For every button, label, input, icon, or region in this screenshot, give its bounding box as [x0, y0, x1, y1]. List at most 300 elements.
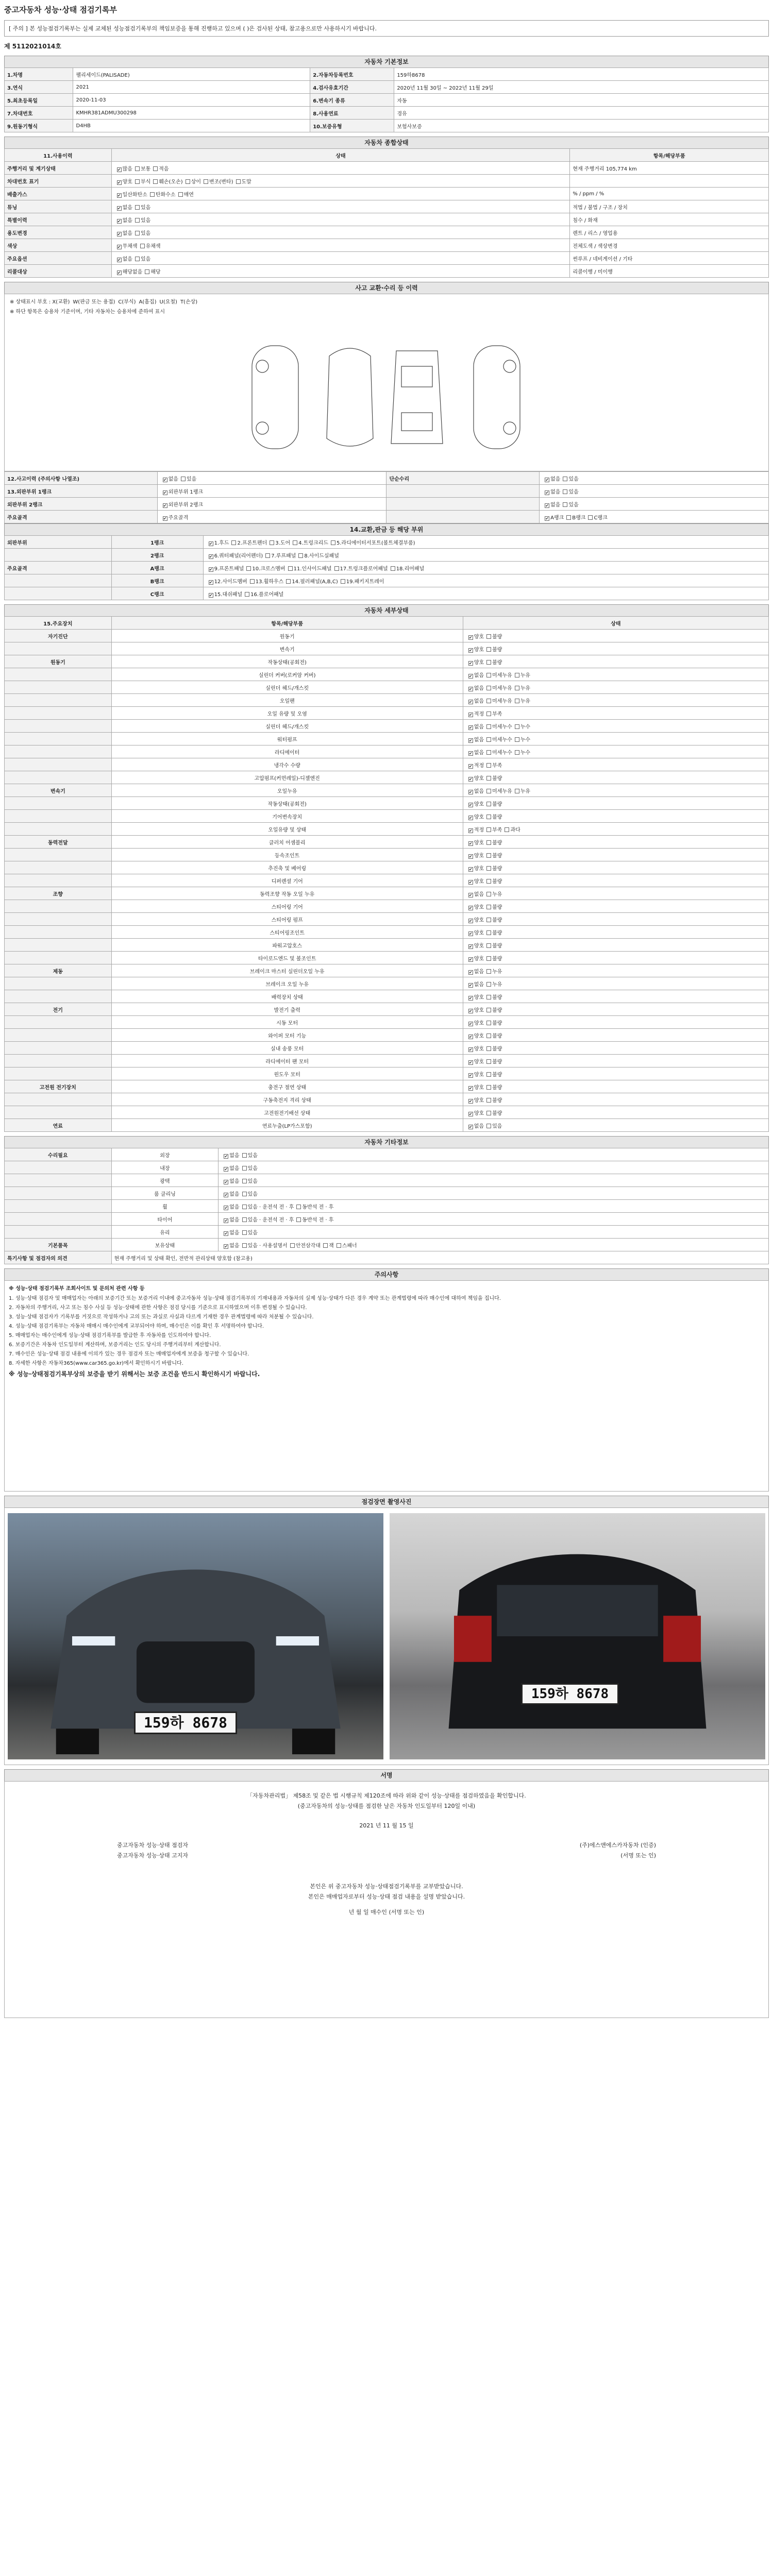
- accident-row: [5, 485, 769, 498]
- car-outline-diagram: [242, 335, 541, 459]
- etc-row: [5, 1239, 769, 1251]
- device-group: [5, 1093, 112, 1106]
- device-state: [463, 836, 768, 849]
- checkbox[interactable]: [468, 751, 473, 756]
- checkbox[interactable]: [486, 763, 491, 768]
- checkbox-label: 양호: [474, 634, 484, 640]
- checkbox[interactable]: [468, 931, 473, 936]
- checkbox[interactable]: [545, 503, 549, 508]
- field-value: 경유: [394, 107, 769, 120]
- checkbox[interactable]: [468, 777, 473, 782]
- checkbox[interactable]: [224, 1231, 228, 1236]
- checkbox[interactable]: [486, 1059, 491, 1064]
- checkbox-label: 없음: [229, 1165, 240, 1172]
- checkbox[interactable]: [224, 1206, 228, 1210]
- checkbox[interactable]: [298, 553, 303, 558]
- checkbox[interactable]: [323, 1243, 328, 1248]
- checkbox[interactable]: [209, 567, 213, 572]
- checkbox[interactable]: [486, 1085, 491, 1090]
- checkbox[interactable]: [486, 1046, 491, 1051]
- checkbox-label: 있음: [247, 1153, 258, 1159]
- checkbox[interactable]: [468, 661, 473, 666]
- checkbox[interactable]: [468, 970, 473, 975]
- checkbox[interactable]: [117, 206, 122, 211]
- checkbox[interactable]: [468, 738, 473, 743]
- checkbox[interactable]: [163, 503, 167, 508]
- device-item: 스티어링조인트: [111, 926, 463, 939]
- checkbox[interactable]: [246, 566, 251, 571]
- checkbox-label: 양호: [474, 1007, 484, 1013]
- notes-box: [4, 1280, 769, 1492]
- checkbox[interactable]: [486, 1021, 491, 1025]
- device-group: 제동: [5, 964, 112, 977]
- device-state: [463, 887, 768, 900]
- checkbox[interactable]: [566, 515, 571, 520]
- device-item: 디퍼렌셜 기어: [111, 874, 463, 887]
- device-group: [5, 771, 112, 784]
- checkbox[interactable]: [468, 919, 473, 923]
- dealer-sign: (서명 또는 인): [620, 1852, 656, 1859]
- checkbox[interactable]: [486, 776, 491, 781]
- checkbox[interactable]: [486, 982, 491, 987]
- device-state: [463, 874, 768, 887]
- detail-row: [5, 836, 769, 849]
- device-state: [463, 977, 768, 990]
- etc-item: 유리: [111, 1226, 219, 1239]
- checkbox[interactable]: [468, 957, 473, 962]
- checkbox-label: 부족: [492, 711, 502, 717]
- checkbox[interactable]: [468, 1035, 473, 1039]
- device-state: [463, 1003, 768, 1016]
- checkbox[interactable]: [153, 166, 158, 171]
- checkbox-label: 없음: [122, 217, 132, 224]
- checkbox[interactable]: [486, 673, 491, 677]
- checkbox-label: 적음: [159, 166, 169, 172]
- checkbox[interactable]: [135, 179, 140, 184]
- parts-rank: C랭크: [111, 587, 203, 600]
- checkbox[interactable]: [486, 724, 491, 729]
- checkbox-label: 없음: [474, 737, 484, 743]
- accident-label: [386, 511, 540, 523]
- device-group: [5, 720, 112, 733]
- checkbox[interactable]: [486, 634, 491, 639]
- checkbox[interactable]: [468, 1009, 473, 1013]
- checkbox[interactable]: [468, 1073, 473, 1078]
- checkbox[interactable]: [486, 866, 491, 871]
- device-item: 실내 송풍 모터: [111, 1042, 463, 1055]
- checkbox-label: 무채색: [122, 243, 138, 249]
- checkbox[interactable]: [515, 724, 519, 729]
- checkbox[interactable]: [117, 193, 122, 198]
- parts-rank: 1랭크: [111, 536, 203, 549]
- checkbox[interactable]: [486, 1072, 491, 1077]
- checkbox[interactable]: [286, 579, 291, 584]
- checkbox-label: 유채색: [145, 243, 161, 249]
- checkbox[interactable]: [140, 244, 145, 248]
- checkbox-label: 불량: [492, 1033, 502, 1039]
- accident-label: 12.사고이력 (주의사항 나열조): [5, 472, 158, 485]
- checkbox[interactable]: [242, 1192, 247, 1196]
- checkbox[interactable]: [468, 1125, 473, 1129]
- checkbox[interactable]: [486, 815, 491, 819]
- checkbox-label: 양호: [474, 866, 484, 872]
- checkbox[interactable]: [293, 540, 297, 545]
- checkbox[interactable]: [515, 673, 519, 677]
- checkbox[interactable]: [468, 1112, 473, 1116]
- etc-options: [219, 1200, 769, 1213]
- device-state: [463, 758, 768, 771]
- detail-row: [5, 990, 769, 1003]
- device-item: 작동상태(공회전): [111, 797, 463, 810]
- checkbox[interactable]: [236, 179, 241, 184]
- checkbox[interactable]: [486, 879, 491, 884]
- checkbox[interactable]: [515, 686, 519, 690]
- checkbox[interactable]: [117, 219, 122, 224]
- checkbox[interactable]: [224, 1167, 228, 1172]
- checkbox[interactable]: [468, 1022, 473, 1026]
- checkbox[interactable]: [209, 554, 213, 559]
- checkbox[interactable]: [468, 687, 473, 691]
- checkbox-label: 잭: [329, 1243, 334, 1249]
- notes-header: 주의사항: [4, 1268, 769, 1280]
- status-row: [5, 200, 769, 213]
- checkbox[interactable]: [486, 918, 491, 922]
- detail-row: [5, 694, 769, 707]
- checkbox[interactable]: [117, 270, 122, 275]
- checkbox[interactable]: [288, 566, 293, 571]
- checkbox[interactable]: [468, 867, 473, 872]
- parts-row: [5, 549, 769, 562]
- checkbox[interactable]: [515, 699, 519, 703]
- license-plate: 159하 8678: [521, 1683, 619, 1705]
- checkbox[interactable]: [588, 515, 593, 520]
- checkbox[interactable]: [515, 737, 519, 742]
- checkbox[interactable]: [545, 516, 549, 521]
- detail-row: [5, 707, 769, 720]
- checkbox[interactable]: [468, 996, 473, 1001]
- checkbox-label: 양호: [474, 853, 484, 859]
- checkbox[interactable]: [468, 828, 473, 833]
- windshield: [401, 366, 432, 387]
- checkbox[interactable]: [153, 179, 158, 184]
- checkbox[interactable]: [186, 179, 190, 184]
- device-item: 충전구 절연 상태: [111, 1080, 463, 1093]
- checkbox[interactable]: [135, 218, 140, 223]
- checkbox-label: 도말: [241, 179, 251, 185]
- device-state: [463, 926, 768, 939]
- checkbox[interactable]: [163, 490, 167, 495]
- checkbox[interactable]: [486, 840, 491, 845]
- checkbox[interactable]: [486, 699, 491, 703]
- checkbox-label: 있음: [247, 1165, 258, 1172]
- accident-options: [157, 498, 386, 511]
- checkbox[interactable]: [515, 789, 519, 793]
- device-state: [463, 990, 768, 1003]
- checkbox[interactable]: [486, 1008, 491, 1012]
- checkbox[interactable]: [545, 478, 549, 482]
- checkbox-label: 없음: [229, 1153, 240, 1159]
- checkbox[interactable]: [209, 580, 213, 585]
- status-row: [5, 252, 769, 265]
- checkbox[interactable]: [468, 725, 473, 730]
- checkbox[interactable]: [331, 540, 335, 545]
- note-item: 4. 성능·상태 점검기록부는 자동차 매매시 매수인에게 교부되어야 하며, 매수인은 이를 확인 후 서명하여야 합니다.: [9, 1324, 264, 1329]
- checkbox-label: 불량: [492, 930, 502, 936]
- checkbox[interactable]: [117, 180, 122, 185]
- checkbox[interactable]: [135, 166, 140, 171]
- checkbox-label: 7.루프패널: [271, 553, 296, 559]
- detail-row: [5, 1067, 769, 1080]
- field-value: 2021: [73, 81, 310, 94]
- device-group: [5, 913, 112, 926]
- checkbox-label: 불량: [492, 775, 502, 782]
- checkbox[interactable]: [178, 192, 183, 197]
- checkbox[interactable]: [265, 553, 270, 558]
- etc-item: 휠: [111, 1200, 219, 1213]
- checkbox-label: 없음: [474, 969, 484, 975]
- accident-row: [5, 472, 769, 485]
- checkbox[interactable]: [242, 1243, 247, 1248]
- checkbox[interactable]: [242, 1179, 247, 1183]
- checkbox[interactable]: [242, 1230, 247, 1235]
- checkbox-label: 19.패키지트레이: [346, 579, 384, 585]
- checkbox[interactable]: [231, 540, 236, 545]
- device-item: 원동기: [111, 630, 463, 642]
- checkbox-label: 누유: [492, 981, 502, 988]
- checkbox[interactable]: [209, 541, 213, 546]
- checkbox[interactable]: [486, 969, 491, 974]
- device-item: 배력장치 상태: [111, 990, 463, 1003]
- status-options: [111, 213, 570, 226]
- checkbox-label: 양호: [474, 647, 484, 653]
- device-group: [5, 939, 112, 952]
- checkbox[interactable]: [135, 231, 140, 235]
- notes-warning: ※ 성능·상태점검기록부상의 보증을 받기 위해서는 보증 조건을 반드시 확인하시기 바랍니다.: [9, 1370, 260, 1378]
- etc-group: [5, 1187, 112, 1200]
- checkbox-label: 미세누유: [492, 698, 512, 704]
- checkbox-label: 양호: [474, 1072, 484, 1078]
- checkbox[interactable]: [242, 1205, 247, 1209]
- checkbox-label: 없음: [474, 1123, 484, 1129]
- detail-table: [4, 616, 769, 1132]
- accident-row: [5, 511, 769, 523]
- checkbox[interactable]: [486, 1098, 491, 1103]
- etc-row: [5, 1200, 769, 1213]
- checkbox[interactable]: [486, 711, 491, 716]
- accident-options: [157, 472, 386, 485]
- checkbox-label: 없음: [474, 891, 484, 897]
- checkbox[interactable]: [486, 1033, 491, 1038]
- device-state: [463, 655, 768, 668]
- checkbox[interactable]: [341, 579, 345, 584]
- checkbox[interactable]: [486, 802, 491, 806]
- checkbox[interactable]: [486, 930, 491, 935]
- receive-statement: 본인은 위 중고자동차 성능·상태점검기록부를 교부받았습니다.: [310, 1883, 463, 1890]
- etc-group: 수리필요: [5, 1148, 112, 1161]
- etc-group: [5, 1200, 112, 1213]
- checkbox[interactable]: [163, 516, 167, 521]
- rear-window: [401, 413, 432, 431]
- checkbox[interactable]: [486, 1111, 491, 1115]
- checkbox[interactable]: [468, 944, 473, 949]
- field-value: 159하8678: [394, 68, 769, 81]
- checkbox[interactable]: [242, 1217, 247, 1222]
- checkbox[interactable]: [224, 1180, 228, 1184]
- checkbox[interactable]: [468, 713, 473, 717]
- checkbox[interactable]: [181, 477, 186, 481]
- checkbox[interactable]: [334, 566, 339, 571]
- checkbox[interactable]: [468, 635, 473, 640]
- checkbox[interactable]: [486, 750, 491, 755]
- device-group: [5, 823, 112, 836]
- checkbox[interactable]: [468, 816, 473, 820]
- checkbox[interactable]: [117, 245, 122, 249]
- detail-row: [5, 1042, 769, 1055]
- parts-row: [5, 536, 769, 549]
- note-item: 1. 성능·상태 점검자 및 매매업자는 아래의 보증기간 또는 보증거리 이내에 중고자동차 성능·상태 점검기록부의 기재내용과 자동차의 실제 성능·상태가 다른 경우 계약 또는 관계법령에 따라 매수인에 대하여 책임을 집니다.: [9, 1296, 501, 1301]
- detail-row: [5, 797, 769, 810]
- status-detail: 현재 주행거리 105,774 km: [570, 162, 769, 175]
- checkbox[interactable]: [242, 1166, 247, 1171]
- checkbox[interactable]: [486, 943, 491, 948]
- checkbox[interactable]: [163, 478, 167, 482]
- checkbox[interactable]: [242, 1153, 247, 1158]
- checkbox[interactable]: [391, 566, 395, 571]
- checkbox-label: 불량: [492, 956, 502, 962]
- checkbox-label: 있음: [247, 1230, 258, 1236]
- checkbox[interactable]: [468, 700, 473, 704]
- checkbox-label: 누수: [520, 724, 531, 730]
- checkbox[interactable]: [505, 827, 509, 832]
- checkbox[interactable]: [468, 674, 473, 679]
- checkbox[interactable]: [486, 647, 491, 652]
- column-header: 항목/해당부품: [570, 149, 769, 162]
- checkbox[interactable]: [468, 880, 473, 885]
- checkbox[interactable]: [486, 853, 491, 858]
- checkbox-label: 없음: [474, 724, 484, 730]
- checkbox-label: 불량: [492, 917, 502, 923]
- checkbox[interactable]: [563, 477, 567, 481]
- wheel: [256, 422, 268, 434]
- device-group: 원동기: [5, 655, 112, 668]
- checkbox[interactable]: [290, 1243, 295, 1248]
- checkbox[interactable]: [117, 232, 122, 236]
- status-options: [111, 188, 570, 200]
- checkbox[interactable]: [486, 660, 491, 665]
- device-group: [5, 1016, 112, 1029]
- checkbox[interactable]: [209, 593, 213, 598]
- checkbox[interactable]: [337, 1243, 341, 1248]
- device-group: [5, 1106, 112, 1119]
- signature-section: [4, 1781, 769, 2018]
- status-row: [5, 265, 769, 278]
- checkbox[interactable]: [545, 490, 549, 495]
- checkbox[interactable]: [150, 192, 155, 197]
- checkbox[interactable]: [468, 983, 473, 988]
- checkbox[interactable]: [224, 1244, 228, 1249]
- status-item: 색상: [5, 239, 112, 252]
- checkbox[interactable]: [117, 167, 122, 172]
- checkbox[interactable]: [468, 648, 473, 653]
- accident-label: 주요골격: [5, 511, 158, 523]
- checkbox[interactable]: [296, 1205, 301, 1209]
- checkbox[interactable]: [135, 205, 140, 210]
- checkbox-label: 없음: [229, 1178, 240, 1184]
- checkbox-label: 양호: [122, 179, 132, 185]
- checkbox[interactable]: [468, 906, 473, 910]
- checkbox[interactable]: [224, 1218, 228, 1223]
- checkbox[interactable]: [468, 854, 473, 859]
- checkbox[interactable]: [486, 737, 491, 742]
- checkbox[interactable]: [250, 579, 255, 584]
- checkbox[interactable]: [515, 750, 519, 755]
- checkbox[interactable]: [224, 1193, 228, 1197]
- checkbox-label: 외판부위 1랭크: [168, 489, 204, 495]
- checkbox[interactable]: [468, 803, 473, 807]
- device-item: 브레이크 마스터 실린더오일 누유: [111, 964, 463, 977]
- checkbox[interactable]: [563, 502, 567, 507]
- detail-row: [5, 977, 769, 990]
- checkbox[interactable]: [204, 179, 208, 184]
- checkbox[interactable]: [486, 686, 491, 690]
- checkbox[interactable]: [245, 592, 249, 597]
- checkbox[interactable]: [135, 257, 140, 261]
- device-state: [463, 1093, 768, 1106]
- checkbox-label: 6.쿼터패널(리어펜더): [214, 553, 263, 559]
- checkbox[interactable]: [486, 956, 491, 961]
- device-item: 실린더 커버(로커암 커버): [111, 668, 463, 681]
- device-group: [5, 694, 112, 707]
- checkbox-label: 불량: [492, 866, 502, 872]
- checkbox[interactable]: [468, 1047, 473, 1052]
- checkbox[interactable]: [486, 1124, 491, 1128]
- checkbox[interactable]: [468, 893, 473, 897]
- checkbox[interactable]: [486, 827, 491, 832]
- wheel: [503, 422, 516, 434]
- checkbox[interactable]: [486, 995, 491, 999]
- checkbox[interactable]: [117, 258, 122, 262]
- detail-row: [5, 1003, 769, 1016]
- checkbox[interactable]: [468, 1086, 473, 1091]
- status-item: 주행거리 및 계기상태: [5, 162, 112, 175]
- checkbox[interactable]: [468, 764, 473, 769]
- checkbox[interactable]: [468, 790, 473, 794]
- detail-row: [5, 861, 769, 874]
- checkbox[interactable]: [468, 841, 473, 846]
- device-item: 오일 유량 및 오염: [111, 707, 463, 720]
- detail-row: [5, 720, 769, 733]
- checkbox[interactable]: [486, 905, 491, 909]
- checkbox-label: 불량: [492, 1007, 502, 1013]
- device-group: [5, 810, 112, 823]
- checkbox[interactable]: [563, 489, 567, 494]
- checkbox[interactable]: [486, 789, 491, 793]
- detail-row: [5, 1106, 769, 1119]
- device-state: [463, 681, 768, 694]
- checkbox[interactable]: [468, 1099, 473, 1104]
- accident-label: [386, 498, 540, 511]
- checkbox[interactable]: [270, 540, 274, 545]
- field-value: 2020년 11월 30일 ~ 2022년 11월 29일: [394, 81, 769, 94]
- checkbox[interactable]: [145, 269, 149, 274]
- checkbox-label: 누수: [520, 750, 531, 756]
- status-options: [111, 265, 570, 278]
- checkbox[interactable]: [486, 892, 491, 896]
- checkbox-label: 누유: [520, 788, 531, 794]
- checkbox[interactable]: [224, 1154, 228, 1159]
- checkbox[interactable]: [468, 1060, 473, 1065]
- checkbox[interactable]: [296, 1217, 301, 1222]
